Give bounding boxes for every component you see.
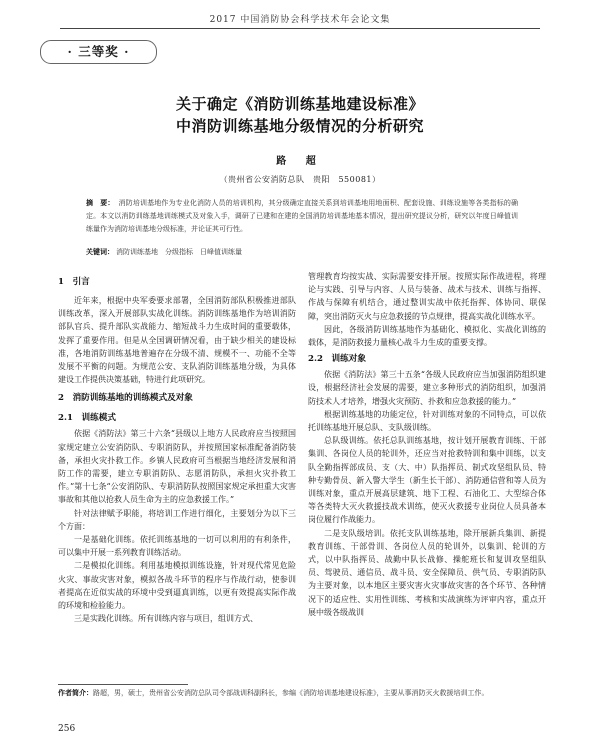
right-column	[308, 270, 546, 619]
award-badge: · 三等奖 ·	[40, 40, 157, 64]
paragraph: 二是支队级培训。依托支队训练基地，除开展新兵集训、新提教育训练、干部骨训、各岗位人员的轮训外，以集训、轮训的方式，以中队指挥员、战勤中队长战修、操舵班长和复训攻坚组队员、驾驶员、通信员、战斗员、安全保障员、供气员、专职消防队为主要对象，以本地区主要灾害火灾事故灾害的各个环节、各种情况下的适应性、实用性训练、考核和实战演练为评审内容，重点开展中级各级战训	[308, 528, 546, 617]
abstract-text: 消防培训基地作为专业化消防人员的培训机构，其分级确定直接关系到培训基地用地面积、配套设施、训练设施等各类指标的确定。本文以消防训练基地训练模式及对象入手，调研了已建和在建的全国消防培训基地基本情况，提出研究提议分析，研究以年度日峰值训练量作为消防培训基地分级标准，并论证其可行性。	[86, 199, 519, 233]
keywords-label: 关键词：	[86, 247, 114, 256]
paragraph: 依据《消防法》第三十六条“县级以上地方人民政府应当按照国家规定建立公安消防队、专职消防队，并按照国家标准配备消防装备，承担火灾扑救工作。乡镇人民政府可当根据当地经济发展和消防工作的需要，建立专职消防队、志愿消防队，承担火灾扑救工作。”第十七条“公安消防队、专职消防队按照国家规定承担重大灾害事故和其他以抢救人员生命为主的应急救援工作。”	[58, 429, 296, 505]
section-1-paragraph: 近年来，根据中央军委要求部署，全国消防部队积极推进部队训练改革，深入开展部队实战化训练。消防训练基地作为培训消防部队官兵、提升部队实战能力、缩短战斗力生成时间的重要载体，发挥了重要作用。但是从全国调研情况看，由于缺少相关的建设标准，各地消防训练基地普遍存在分级不清、规模不一、功能不全等发展不平衡的问题。为规范公安、支队消防训练基地分级，为具体建设工作提供决策基础，特进行此项研究。	[58, 296, 296, 385]
paragraph: 总队级训练。依托总队训练基地，按计划开展教育训练、干部集训、各岗位人员的轮训外，还应当对抢救特训和集中训练，以支队全勤指挥部成员、支（大、中）队指挥员、制式攻坚组队员、特种专勤骨员、新入警大学生（新生长干部）、消防通信营和等人员为训练对象，重点开展高层建筑、地下工程、石油化工、大型综合体等各类特大灭火救援技战术训练，使灭火救援专业岗位人员具备本岗位履行作战能力。	[308, 436, 546, 525]
left-column	[58, 270, 296, 625]
paragraph: 根据训练基地的功能定位，针对训练对象的不同特点，可以依托训练基地开展总队、支队级训练。	[308, 409, 546, 433]
keywords	[86, 245, 518, 259]
paragraph: 依据《消防法》第三十五条“各级人民政府应当加强消防组织建设，根据经济社会发展的需要，建立多种形式的消防组织，加强消防技术人才培养，增强火灾预防、扑救和应急救援的能力。”	[308, 370, 546, 406]
paragraph: 因此，各级消防训练基地作为基础化、模拟化、实战化训练的载体，是消防救援力量核心战斗力生成的重要支撑。	[308, 324, 546, 348]
footnote-rule	[58, 684, 188, 685]
section-2-heading: 2 消防训练基地的训练模式及对象	[58, 393, 193, 404]
section-1-heading: 1 引言	[58, 277, 90, 287]
running-header: 2017 中国消防协会科学技术年会论文集	[209, 15, 391, 25]
paragraph: 三是实践化训练。所有训练内容与项目，组训方式、	[74, 614, 258, 624]
footnote-label: 作者简介：	[58, 688, 93, 697]
footnote-text: 路超，男，硕士，贵州省公安消防总队司令部战训科副科长，参编《消防培训基地建设标准》，主要从事消防灭火救援培训工作。	[93, 689, 489, 697]
abstract-label: 摘 要：	[86, 198, 115, 207]
paragraph: 针对法律赋予职能，将培训工作进行细化，主要划分为以下三个方面：	[58, 508, 296, 531]
keywords-text: 消防训练基地 分级指标 日峰值训练量	[116, 248, 242, 256]
paragraph: 管理教育均按实战、实际需要安排开展。按照实际作战进程，将理论与实践、引导与内容、人员与装备、战术与技术、训练与指挥、作战与保障有机结合，通过整训实战中依托指挥、体协同、联保障，突出消防灭火与应急救援的节点规律，提高实战化训练水平。	[308, 272, 546, 321]
paper-title-line-1: 关于确定《消防训练基地建设标准》	[175, 95, 424, 113]
author-footnote	[58, 687, 546, 699]
header-rule	[60, 28, 540, 29]
section-2-1-heading: 2.1 训练模式	[58, 413, 116, 424]
paragraph: 二是模拟化训练。利用基地模拟训练设施，针对现代常见危险火灾、事故灾害对象，模拟各战斗环节的程序与作战行动，使参训者提高在近似实战的环境中受到逼真训练，以更有效提高实际作战的环境和检验能力。	[58, 561, 296, 611]
paragraph: 一是基础化训练。依托训练基地的一切可以利用的有利条件，可以集中开展一系列教育训练活动。	[58, 535, 296, 558]
section-2-2-heading: 2.2 训练对象	[308, 354, 366, 365]
author-name: 路 超	[276, 156, 324, 167]
page-number: 256	[58, 724, 76, 734]
author-affiliation: （贵州省公安消防总队 贵阳 550081）	[219, 175, 381, 184]
paper-title-line-2: 中消防训练基地分级情况的分析研究	[175, 117, 424, 135]
abstract	[86, 196, 518, 236]
